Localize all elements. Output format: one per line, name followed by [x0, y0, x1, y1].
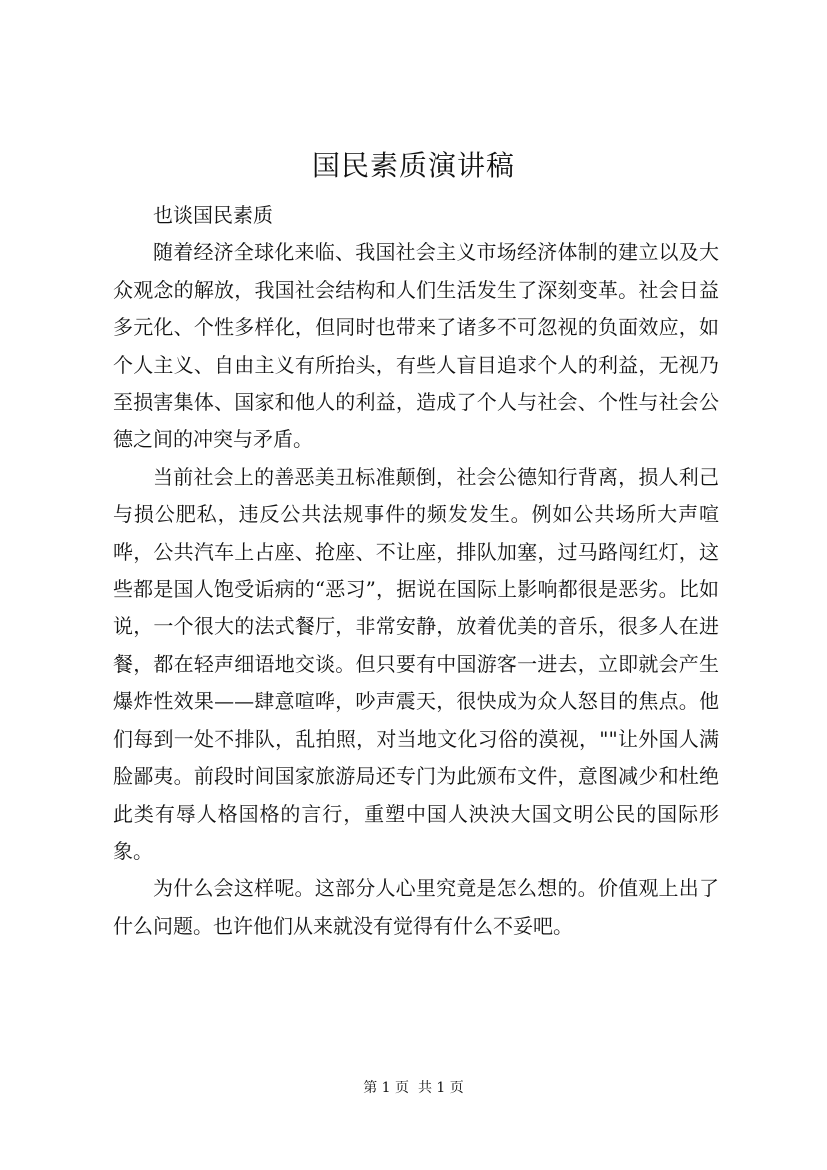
body-paragraph: 当前社会上的善恶美丑标准颠倒，社会公德知行背离，损人利己与损公肥私，违反公共法规事件的频发发生。例如公共场所大声喧哗，公共汽车上占座、抢座、不让座，排队加塞，过马路闯红灯，这些都是国人饱受诟病的“恶习”，据说在国际上影响都很是恶劣。比如说，一个很大的法式餐厅，非常安静，放着优美的音乐，很多人在进餐，都在轻声细语地交谈。但只要有中国游客一进去，立即就会产生爆炸性效果——肆意喧哗，吵声震天，很快成为众人怒目的焦点。他们每到一处不排队，乱拍照，对当地文化习俗的漠视，""让外国人满脸鄙夷。前段时间国家旅游局还专门为此颁布文件，意图减少和杜绝此类有辱人格国格的言行，重塑中国人泱泱大国文明公民的国际形象。 — [113, 464, 719, 863]
body-paragraph: 为什么会这样呢。这部分人心里究竟是怎么想的。价值观上出了什么问题。也许他们从来就没有觉得有什么不妥吧。 — [113, 876, 719, 938]
document-body — [113, 197, 719, 945]
page-footer — [0, 1078, 827, 1098]
subtitle-paragraph: 也谈国民素质 — [153, 203, 273, 227]
document-title: 国民素质演讲稿 — [311, 149, 515, 182]
page-number: 第 1 页 共 1 页 — [363, 1080, 464, 1096]
body-paragraph: 随着经济全球化来临、我国社会主义市场经济体制的建立以及大众观念的解放，我国社会结构和人们生活发生了深刻变革。社会日益多元化、个性多样化，但同时也带来了诸多不可忽视的负面效应，如个人主义、自由主义有所抬头，有些人盲目追求个人的利益，无视乃至损害集体、国家和他人的利益，造成了个人与社会、个性与社会公德之间的冲突与矛盾。 — [113, 240, 719, 452]
